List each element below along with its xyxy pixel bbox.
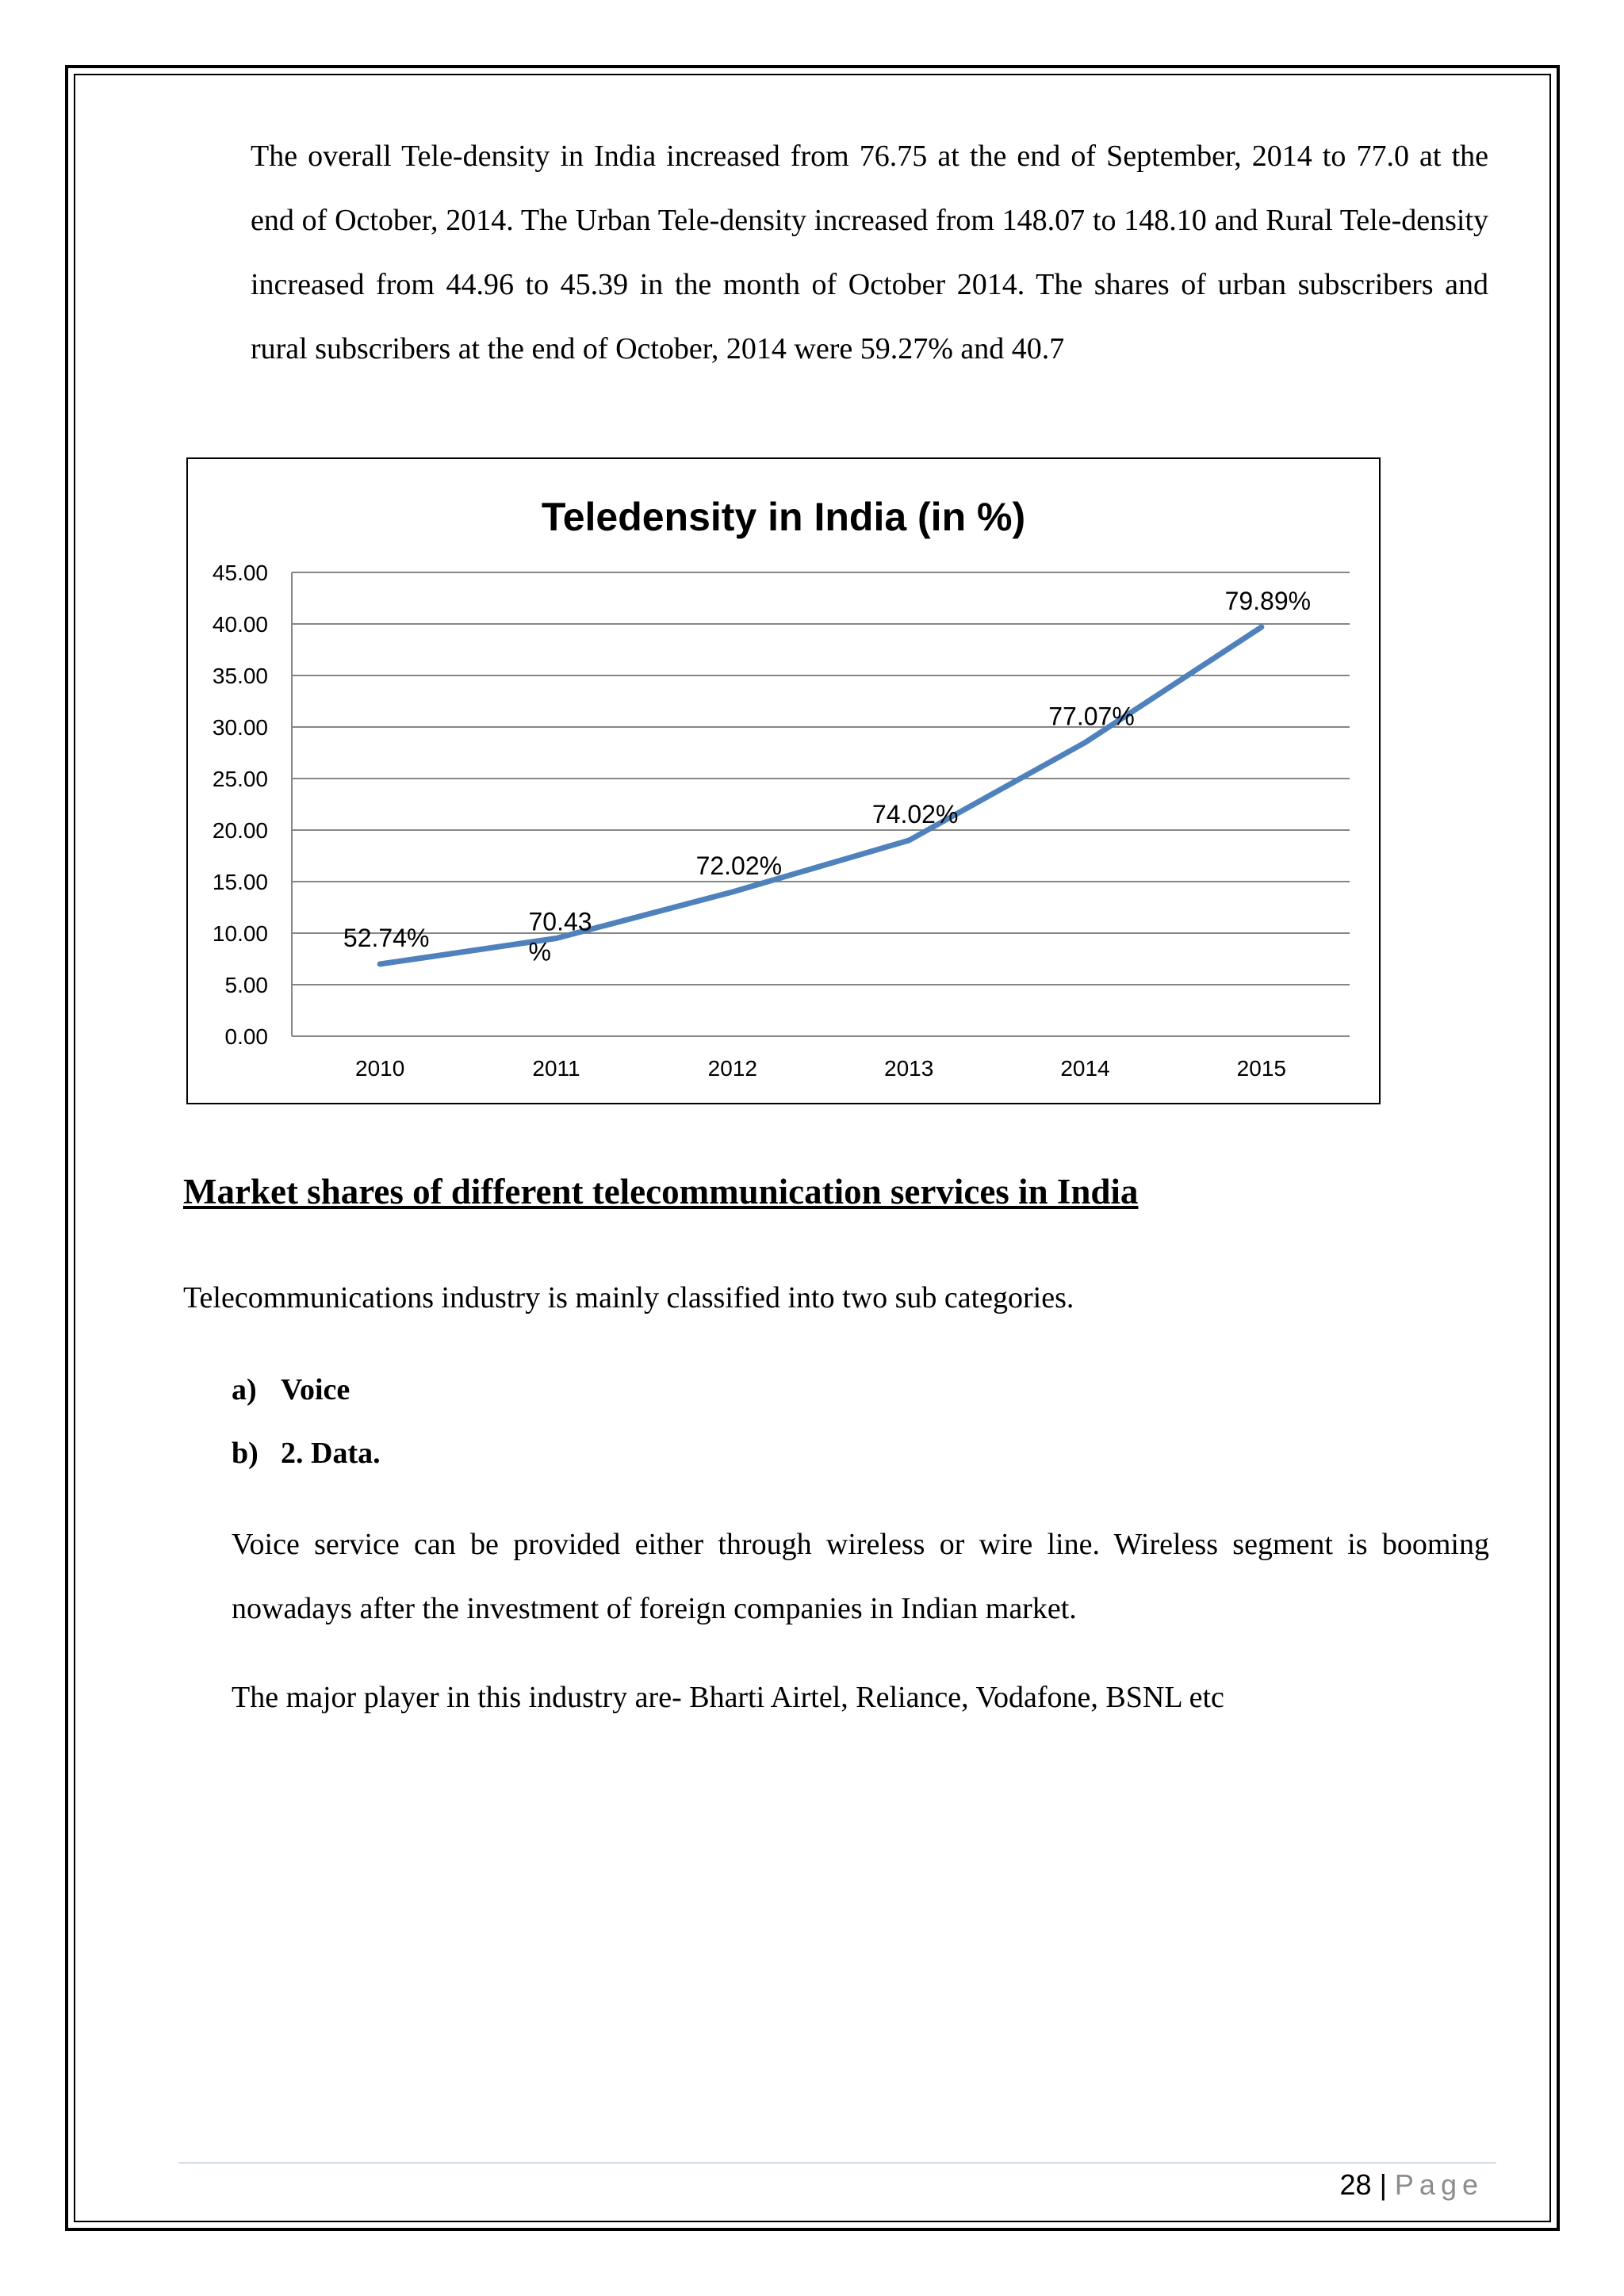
- y-tick-label: 25.00: [212, 767, 268, 791]
- data-label: 52.74%: [343, 924, 430, 952]
- y-tick-label: 5.00: [224, 973, 268, 997]
- data-label: 74.02%: [871, 800, 959, 828]
- subcategory-list: [232, 1358, 381, 1485]
- y-tick-label: 30.00: [212, 715, 268, 740]
- y-tick-label: 0.00: [224, 1024, 268, 1049]
- data-label: 70.43 %: [528, 907, 592, 966]
- list-marker: b): [232, 1437, 259, 1470]
- data-label: 77.07%: [1048, 702, 1135, 731]
- list-item-label: 2. Data.: [281, 1437, 381, 1470]
- y-tick-label: 10.00: [212, 921, 268, 946]
- footer-separator: |: [1379, 2168, 1387, 2201]
- y-tick-label: 40.00: [212, 612, 268, 637]
- y-tick-label: 45.00: [212, 561, 268, 585]
- list-item: [232, 1358, 381, 1422]
- x-tick-label: 2010: [355, 1056, 405, 1081]
- classification-text: Telecommunications industry is mainly classified into two sub categories.: [183, 1281, 1074, 1314]
- y-tick-label: 15.00: [212, 870, 268, 894]
- x-tick-label: 2014: [1060, 1056, 1110, 1081]
- section-heading: Market shares of different telecommunication services in India: [183, 1172, 1139, 1211]
- page-footer: [1340, 2164, 1484, 2206]
- page-label: Page: [1394, 2168, 1484, 2201]
- page-border-inner: [74, 74, 1551, 2222]
- y-tick-label: 35.00: [212, 664, 268, 688]
- teledensity-chart-svg: [188, 459, 1379, 1103]
- list-item-label: Voice: [281, 1373, 350, 1406]
- x-tick-label: 2013: [884, 1056, 934, 1081]
- x-tick-label: 2011: [532, 1056, 580, 1081]
- x-tick-label: 2015: [1236, 1056, 1286, 1081]
- data-label: 72.02%: [695, 851, 783, 880]
- chart-title: Teledensity in India (in %): [541, 495, 1026, 539]
- players-paragraph: The major player in this industry are- Bharti Airtel, Reliance, Vodafone, BSNL etc: [232, 1681, 1224, 1714]
- list-marker: a): [232, 1373, 257, 1406]
- data-label: 79.89%: [1224, 586, 1312, 615]
- footer-rule: [178, 2162, 1496, 2164]
- voice-paragraph: Voice service can be provided either through wireless or wire line. Wireless segment is booming nowadays after the investment of foreign companies in Indian market.: [232, 1528, 1489, 1625]
- page-number: 28: [1339, 2168, 1372, 2201]
- x-tick-label: 2012: [707, 1056, 757, 1081]
- list-item: [232, 1422, 381, 1485]
- series-line: [380, 627, 1262, 964]
- intro-paragraph: The overall Tele-density in India increased from 76.75 at the end of September, 2014 to 77.0 at the end of October, 2014. The Urban Tele-density increased from 148.07 to 148.10 and Rural Tele-density increased from 44.96 to 45.39 in the month of October 2014. The shares of urban subscribers and rural subscribers at the end of October, 2014 were 59.27% and 40.7: [251, 140, 1488, 365]
- teledensity-chart: [186, 457, 1381, 1104]
- y-tick-label: 20.00: [212, 818, 268, 843]
